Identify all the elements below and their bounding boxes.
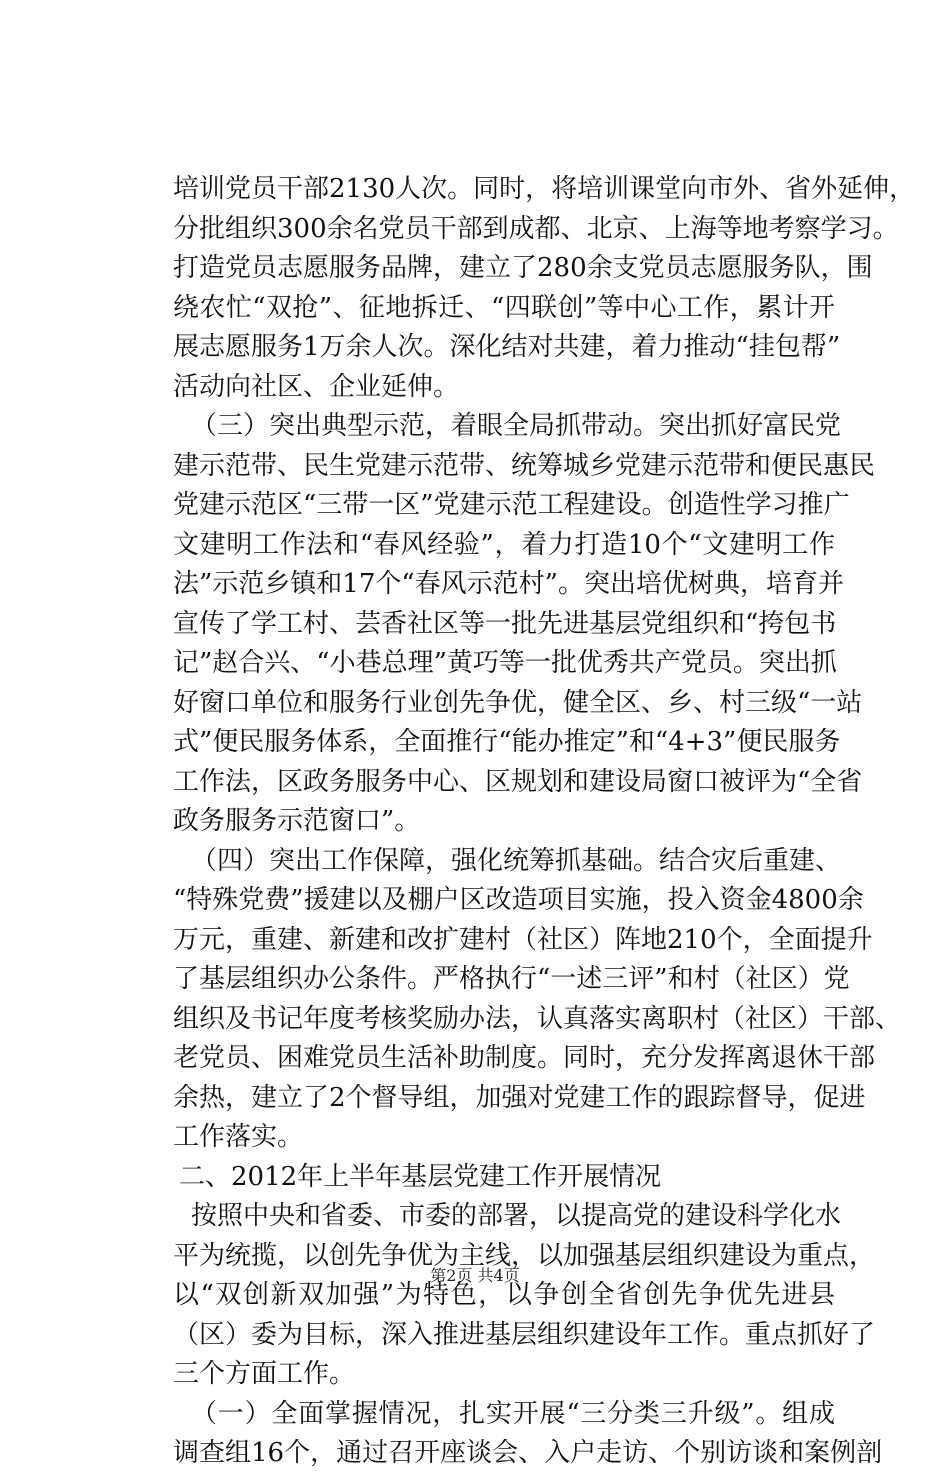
text-line: 建示范带、民生党建示范带、统筹城乡党建示范带和便民惠民 bbox=[173, 450, 876, 481]
text-line: 分批组织300余名党员干部到成都、北京、上海等地考察学习。 bbox=[173, 213, 899, 244]
text-line: 记”赵合兴、“小巷总理”黄巧等一批优秀共产党员。突出抓 bbox=[173, 648, 837, 678]
text-line: 活动向社区、企业延伸。 bbox=[173, 371, 460, 402]
text-line: 组织及书记年度考核奖励办法，认真落实离职村（社区）干部、 bbox=[173, 1003, 902, 1034]
page-number: 第2页 共4页 bbox=[430, 1266, 520, 1285]
text-line: （四）突出工作保障，强化统筹抓基础。结合灾后重建、 bbox=[191, 845, 842, 876]
text-line: 以“双创新双加强”为特色，以争创全省创先争优先进县 bbox=[173, 1280, 835, 1310]
text-line: 平为统揽，以创先争优为主线，以加强基层组织建设为重点， bbox=[173, 1240, 876, 1271]
text-line: “特殊党费”援建以及棚户区改造项目实施，投入资金4800余 bbox=[173, 885, 864, 915]
text-line: 政务服务示范窗口”。 bbox=[173, 806, 421, 836]
text-line: 打造党员志愿服务品牌，建立了280余支党员志愿服务队，围 bbox=[173, 253, 873, 283]
text-line: 工作落实。 bbox=[173, 1122, 304, 1152]
text-line: 工作法，区政务服务中心、区规划和建设局窗口被评为“全省 bbox=[173, 766, 863, 797]
text-line: 宣传了学工村、芸香社区等一批先进基层党组织和“挎包书 bbox=[173, 608, 837, 639]
text-line: 老党员、困难党员生活补助制度。同时，充分发挥离退休干部 bbox=[173, 1043, 876, 1073]
text-line: 万元，重建、新建和改扩建村（社区）阵地210个，全面提升 bbox=[173, 924, 873, 955]
text-line: 绕农忙“双抢”、征地拆迁、“四联创”等中心工作，累计开 bbox=[173, 292, 835, 323]
text-line: 式”便民服务体系，全面推行“能办推定”和“4+3”便民服务 bbox=[173, 727, 841, 757]
text-line: 法”示范乡镇和17个“春风示范村”。突出培优树典，培育并 bbox=[173, 569, 844, 599]
text-line: 党建示范区“三带一区”党建示范工程建设。创造性学习推广 bbox=[173, 490, 850, 520]
text-line: 展志愿服务1万余人次。深化结对共建，着力推动“挂包帮” bbox=[173, 332, 841, 362]
text-line: 文建明工作法和“春风经验”，着力打造10个“文建明工作 bbox=[173, 529, 835, 560]
section-heading: 二、2012年上半年基层党建工作开展情况 bbox=[179, 1161, 662, 1192]
text-line: （三）突出典型示范，着眼全局抓带动。突出抓好富民党 bbox=[191, 411, 842, 441]
text-line: 调查组16个，通过召开座谈会、入户走访、个别访谈和案例剖 bbox=[173, 1438, 883, 1468]
text-line: 好窗口单位和服务行业创先争优，健全区、乡、村三级“一站 bbox=[173, 687, 863, 718]
text-line: 余热，建立了2个督导组，加强对党建工作的跟踪督导，促进 bbox=[173, 1082, 866, 1113]
text-line: （一）全面掌握情况，扎实开展“三分类三升级”。组成 bbox=[191, 1398, 835, 1429]
text-line: （区）委为目标，深入推进基层组织建设年工作。重点抓好了 bbox=[173, 1319, 876, 1350]
text-line: 培训党员干部2130人次。同时，将培训课堂向市外、省外延伸， bbox=[173, 174, 916, 204]
text-line: 了基层组织办公条件。严格执行“一述三评”和村（社区）党 bbox=[173, 964, 850, 994]
text-line: 按照中央和省委、市委的部署，以提高党的建设科学化水 bbox=[191, 1201, 842, 1231]
text-line: 三个方面工作。 bbox=[173, 1359, 356, 1389]
